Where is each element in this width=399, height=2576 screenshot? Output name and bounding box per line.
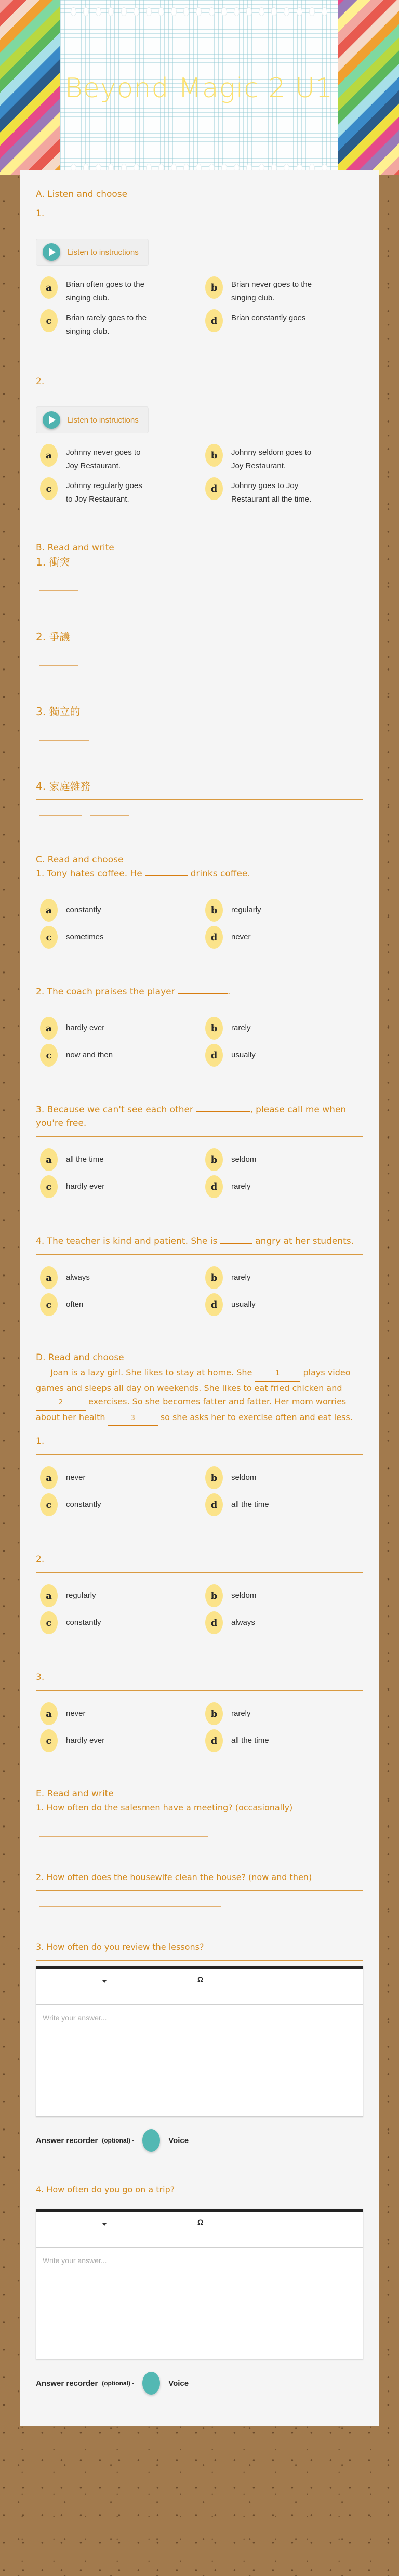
recorder-optional: (optional) - <box>102 2380 135 2387</box>
options-grid <box>36 276 363 338</box>
answer-input[interactable] <box>39 658 78 666</box>
record-button[interactable] <box>142 2129 160 2152</box>
recorder-label: Answer recorder <box>36 2378 98 2388</box>
section-a-title: A. Listen and choose <box>36 189 128 200</box>
section-b-item-3 <box>36 705 363 743</box>
option-b[interactable] <box>205 1702 363 1725</box>
header-banner <box>0 0 399 175</box>
option-c[interactable] <box>40 309 198 338</box>
question-text: 2. The coach praises the player . <box>36 985 363 1005</box>
option-b[interactable] <box>205 1466 363 1489</box>
option-a[interactable] <box>40 1148 198 1171</box>
option-text: seldom <box>231 1155 257 1164</box>
option-c[interactable] <box>40 1044 198 1067</box>
option-text: rarely <box>231 1023 251 1032</box>
option-letter: c <box>40 1611 58 1634</box>
section-e-question-1 <box>36 1801 363 1839</box>
option-text: hardly ever <box>66 1182 105 1191</box>
option-text: constantly <box>66 1500 101 1509</box>
section-c-question-2 <box>36 985 363 1067</box>
section-d-title: D. Read and choose <box>36 1352 124 1363</box>
option-b[interactable] <box>205 444 363 473</box>
option-b[interactable] <box>205 1584 363 1607</box>
option-b[interactable] <box>205 1266 363 1289</box>
answer-input-2[interactable] <box>90 807 129 816</box>
section-b-item-2 <box>36 630 363 668</box>
passage-blank-3: 3 <box>108 1412 158 1426</box>
option-d[interactable] <box>205 1493 363 1516</box>
option-letter: b <box>205 1266 223 1289</box>
listen-instructions-button[interactable] <box>36 239 149 266</box>
format-dropdown[interactable] <box>36 1969 172 2004</box>
reading-passage: Joan is a lazy girl. She likes to stay at home. She 1 plays video games and sleeps all day on weekends. She likes to eat fried chicken and 2 exercises. So she becomes fatter and fatter. Her mom worries about her health 3 so she asks her to exercise often and eat less. <box>36 1366 363 1426</box>
listen-instructions-button[interactable] <box>36 406 149 433</box>
option-letter: d <box>205 1044 223 1067</box>
toolbar-spacer <box>172 1969 191 2004</box>
section-d-question-1 <box>36 1435 363 1516</box>
question-label: 3. 獨立的 <box>36 705 363 725</box>
option-text: constantly <box>66 905 101 914</box>
recorder-label: Answer recorder <box>36 2136 98 2145</box>
option-text: Johnny goes to Joy Restaurant all the time. <box>231 481 312 504</box>
option-letter: b <box>205 1148 223 1171</box>
option-text: usually <box>231 1050 256 1059</box>
option-letter: b <box>205 444 223 467</box>
option-d[interactable] <box>205 926 363 949</box>
answer-textarea[interactable]: Write your answer... <box>43 2256 107 2265</box>
option-letter: d <box>205 926 223 949</box>
options-grid <box>36 1266 363 1316</box>
option-letter: b <box>205 1584 223 1607</box>
option-text: Brian never goes to the singing club. <box>231 280 312 303</box>
passage-blank-1: 1 <box>255 1367 300 1382</box>
option-b[interactable] <box>205 276 363 305</box>
option-d[interactable] <box>205 309 363 338</box>
option-text: seldom <box>231 1473 257 1482</box>
voice-label: Voice <box>168 2136 189 2145</box>
answer-input[interactable] <box>39 1829 208 1837</box>
blank <box>145 875 188 876</box>
answer-input[interactable] <box>39 583 78 591</box>
option-letter: d <box>205 309 223 332</box>
options-grid <box>36 1584 363 1634</box>
rich-text-editor <box>36 2209 363 2359</box>
section-e-question-3 <box>36 1940 363 2152</box>
option-letter: d <box>205 477 223 500</box>
question-label: 3. How often do you review the lessons? <box>36 1940 363 1961</box>
option-letter: a <box>40 1266 58 1289</box>
option-letter: c <box>40 1044 58 1067</box>
record-button[interactable] <box>142 2372 160 2395</box>
option-a[interactable] <box>40 1466 198 1489</box>
page-title: Beyond Magic 2 U1 <box>64 73 334 104</box>
option-letter: a <box>40 276 58 299</box>
question-text: 3. Because we can't see each other , please call me when you're free. <box>36 1103 363 1137</box>
option-text: never <box>66 1473 86 1482</box>
option-d[interactable] <box>205 1611 363 1634</box>
option-letter: a <box>40 899 58 922</box>
question-number: 1. <box>36 207 363 227</box>
play-icon <box>43 243 60 261</box>
option-letter: a <box>40 1017 58 1040</box>
option-a[interactable] <box>40 1266 198 1289</box>
options-grid <box>36 1466 363 1516</box>
chevron-down-icon <box>102 1980 107 1983</box>
option-text: hardly ever <box>66 1736 105 1745</box>
section-d-question-2 <box>36 1553 363 1634</box>
option-text: sometimes <box>66 932 104 941</box>
option-text: Johnny seldom goes to Joy Restaurant. <box>231 448 312 470</box>
special-char-button[interactable]: Ω <box>197 2218 204 2226</box>
option-text: always <box>66 1273 90 1282</box>
editor-toolbar <box>36 2212 363 2248</box>
section-b-title: B. Read and write <box>36 543 114 553</box>
worksheet-card <box>20 170 379 2426</box>
option-letter: b <box>205 1017 223 1040</box>
option-letter: d <box>205 1493 223 1516</box>
option-letter: d <box>205 1293 223 1316</box>
option-a[interactable] <box>40 444 198 473</box>
option-text: now and then <box>66 1050 113 1059</box>
option-letter: c <box>40 309 58 332</box>
question-label: 4. How often do you go on a trip? <box>36 2183 363 2203</box>
chevron-down-icon <box>102 2223 107 2226</box>
option-b[interactable] <box>205 1148 363 1171</box>
option-letter: d <box>205 1729 223 1752</box>
option-letter: d <box>205 1611 223 1634</box>
recorder-optional: (optional) - <box>102 2137 135 2144</box>
option-d[interactable] <box>205 1293 363 1316</box>
question-label: 1. How often do the salesmen have a meeting? (occasionally) <box>36 1801 363 1821</box>
toolbar-spacer <box>172 2212 191 2247</box>
option-a[interactable] <box>40 276 198 305</box>
option-letter: a <box>40 444 58 467</box>
option-a[interactable] <box>40 899 198 922</box>
cork-background <box>0 2426 399 2441</box>
option-c[interactable] <box>40 1493 198 1516</box>
play-icon <box>43 411 60 429</box>
option-text: rarely <box>231 1709 251 1718</box>
section-c-title: C. Read and choose <box>36 855 124 865</box>
option-letter: b <box>205 1702 223 1725</box>
question-label: 1. 衝突 <box>36 555 363 575</box>
option-letter: a <box>40 1466 58 1489</box>
answer-recorder <box>36 2129 363 2152</box>
option-text: rarely <box>231 1273 251 1282</box>
section-a-question-2 <box>36 375 363 506</box>
option-text: constantly <box>66 1618 101 1627</box>
option-text: usually <box>231 1300 256 1309</box>
passage-blank-2: 2 <box>36 1396 86 1411</box>
option-b[interactable] <box>205 1017 363 1040</box>
format-dropdown[interactable] <box>36 2212 172 2247</box>
option-text: always <box>231 1618 255 1627</box>
listen-label: Listen to instructions <box>68 415 139 425</box>
option-d[interactable] <box>205 1044 363 1067</box>
section-e-question-4 <box>36 2183 363 2395</box>
option-text: all the time <box>66 1155 104 1164</box>
option-letter: c <box>40 1175 58 1198</box>
voice-label: Voice <box>168 2378 189 2388</box>
section-a-question-1 <box>36 207 363 338</box>
rich-text-editor <box>36 1966 363 2117</box>
question-text: 1. Tony hates coffee. He drinks coffee. <box>36 867 363 887</box>
option-text: never <box>66 1709 86 1718</box>
option-letter: c <box>40 1293 58 1316</box>
question-label: 2. How often does the housewife clean the house? (now and then) <box>36 1871 363 1891</box>
option-a[interactable] <box>40 1702 198 1725</box>
blank <box>196 1111 250 1112</box>
question-number: 3. <box>36 1671 363 1691</box>
option-c[interactable] <box>40 1729 198 1752</box>
options-grid <box>36 1017 363 1067</box>
question-number: 1. <box>36 1435 363 1455</box>
options-grid <box>36 899 363 949</box>
blank <box>178 993 228 994</box>
answer-input[interactable] <box>39 732 89 741</box>
section-b-item-1 <box>36 555 363 594</box>
option-letter: c <box>40 1729 58 1752</box>
option-d[interactable] <box>205 1175 363 1198</box>
option-text: regularly <box>66 1591 96 1600</box>
option-letter: b <box>205 899 223 922</box>
listen-label: Listen to instructions <box>68 247 139 257</box>
option-letter: a <box>40 1584 58 1607</box>
option-letter: a <box>40 1702 58 1725</box>
option-letter: c <box>40 1493 58 1516</box>
option-c[interactable] <box>40 926 198 949</box>
section-e-title: E. Read and write <box>36 1789 114 1799</box>
grid-paper <box>60 0 338 175</box>
option-letter: d <box>205 1175 223 1198</box>
option-c[interactable] <box>40 477 198 506</box>
option-text: all the time <box>231 1500 269 1509</box>
option-c[interactable] <box>40 1611 198 1634</box>
option-d[interactable] <box>205 477 363 506</box>
option-text: Johnny regularly goes to Joy Restaurant. <box>66 481 142 504</box>
answer-recorder <box>36 2372 363 2395</box>
option-text: hardly ever <box>66 1023 105 1032</box>
option-text: often <box>66 1300 84 1309</box>
section-e-question-2 <box>36 1871 363 1909</box>
option-letter: a <box>40 1148 58 1171</box>
option-a[interactable] <box>40 1584 198 1607</box>
option-letter: b <box>205 276 223 299</box>
section-c-question-3 <box>36 1103 363 1198</box>
option-d[interactable] <box>205 1729 363 1752</box>
option-letter: c <box>40 477 58 500</box>
editor-toolbar <box>36 1969 363 2005</box>
option-text: Brian often goes to the singing club. <box>66 280 144 303</box>
section-d-question-3 <box>36 1671 363 1752</box>
option-text: Johnny never goes to Joy Restaurant. <box>66 448 141 470</box>
option-text: all the time <box>231 1736 269 1745</box>
option-text: seldom <box>231 1591 257 1600</box>
question-number: 2. <box>36 375 363 395</box>
option-letter: b <box>205 1466 223 1489</box>
option-a[interactable] <box>40 1017 198 1040</box>
question-text: 4. The teacher is kind and patient. She is angry at her students. <box>36 1234 363 1255</box>
options-grid <box>36 1148 363 1198</box>
question-label: 2. 爭議 <box>36 630 363 650</box>
option-c[interactable] <box>40 1293 198 1316</box>
option-text: regularly <box>231 905 261 914</box>
section-b-item-4 <box>36 780 363 818</box>
option-text: rarely <box>231 1182 251 1191</box>
question-number: 2. <box>36 1553 363 1573</box>
section-c-question-1 <box>36 867 363 949</box>
option-text: Brian constantly goes <box>231 313 306 322</box>
answer-input-1[interactable] <box>39 807 82 816</box>
option-letter: c <box>40 926 58 949</box>
section-c-question-4 <box>36 1234 363 1316</box>
option-text: never <box>231 932 251 941</box>
options-grid <box>36 444 363 506</box>
paper-holes-top <box>71 7 327 16</box>
option-c[interactable] <box>40 1175 198 1198</box>
option-b[interactable] <box>205 899 363 922</box>
answer-input[interactable] <box>39 1898 221 1907</box>
option-text: Brian rarely goes to the singing club. <box>66 313 147 336</box>
options-grid <box>36 1702 363 1752</box>
answer-textarea[interactable]: Write your answer... <box>43 2014 107 2022</box>
special-char-button[interactable]: Ω <box>197 1975 204 1983</box>
question-label: 4. 家庭雜務 <box>36 780 363 800</box>
blank <box>220 1243 252 1244</box>
